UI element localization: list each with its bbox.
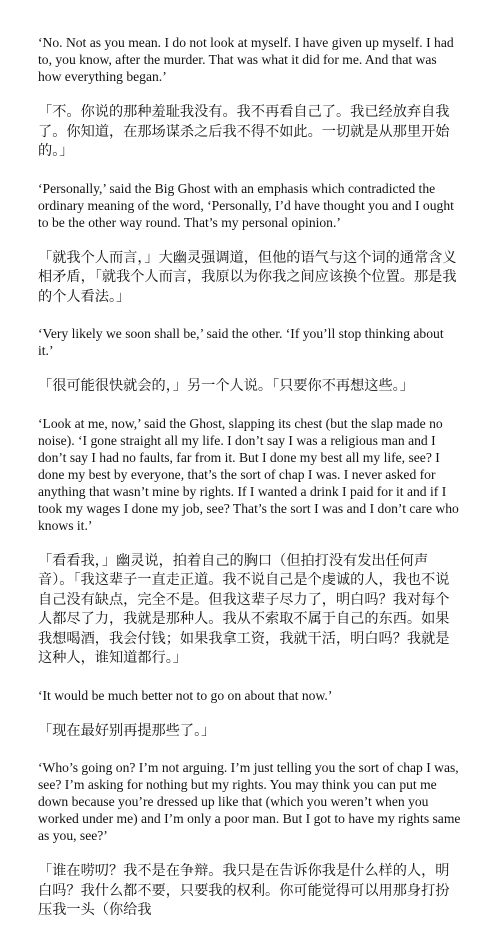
document-page — [38, 34, 462, 939]
paragraph-en-1: ‘No. Not as you mean. I do not look at myself. I have given up myself. I had to, you know, after the murder. That was what it did for me. And that was how everything began.’ — [38, 35, 454, 84]
paragraph-zh-4: 「看看我，」幽灵说，拍着自己的胸口（但拍打没有发出任何声音）。「我这辈子一直走正道。我不说自己是个虔诚的人，我也不说自己没有缺点，完全不是。但我这辈子尽力了，明白吗？我对每个人都尽了力，我就是那种人。我从不索取不属于自己的东西。如果我想喝酒，我会付钱；如果我拿工资，我就干活，明白吗？我就是这种人，谁知道都行。」 — [38, 552, 450, 666]
paragraph-zh-5: 「现在最好别再提那些了。」 — [38, 722, 216, 739]
paragraph-en-5: ‘It would be much better not to go on about that now.’ — [38, 687, 333, 703]
paragraph-zh-2: 「就我个人而言，」大幽灵强调道，但他的语气与这个词的通常含义相矛盾，「就我个人而言，我原以为你我之间应该换个位置。那是我的个人看法。」 — [38, 249, 457, 305]
paragraph-en-2: ‘Personally,’ said the Big Ghost with an emphasis which contradicted the ordinary meaning of the word, ‘Personally, I’d have thought you and I ought to be the other way round. That’s my personal opinion.’ — [38, 180, 454, 230]
paragraph-zh-6: 「谁在唠叨？我不是在争辩。我只是在告诉你我是什么样的人，明白吗？我什么都不要，只要我的权利。你可能觉得可以用那身打扮压我一头（你给我 — [38, 863, 450, 918]
paragraph-zh-3: 「很可能很快就会的，」另一个人说。「只要你不再想这些。」 — [38, 378, 414, 394]
paragraph-zh-1: 「不。你说的那种羞耻我没有。我不再看自己了。我已经放弃自我了。你知道，在那场谋杀之后我不得不如此。一切就是从那里开始的。」 — [38, 104, 450, 159]
paragraph-en-4: ‘Look at me, now,’ said the Ghost, slapping its chest (but the slap made no noise). ‘I gone straight all my life. I don’t say I was a religious man and I don’t say I had no faults, far from it. But I done my best all my life, see? I done my best by everyone, that’s the sort of chap I was. I never asked for anything that wasn’t mine by rights. If I wanted a drink I paid for it and if I took my wages I done my job, see? That’s the sort I was and I don’t care who knows it.’ — [38, 415, 459, 533]
paragraph-en-3: ‘Very likely we soon shall be,’ said the other. ‘If you’ll stop thinking about it.’ — [38, 326, 444, 358]
paragraph-en-6: ‘Who’s going on? I’m not arguing. I’m just telling you the sort of chap I was, see? I’m asking for nothing but my rights. You may think you can put me down because you’re dressed up like that (which you weren’t when you worked under me) and I’m only a poor man. But I got to have my rights same as you, see?’ — [38, 760, 461, 843]
